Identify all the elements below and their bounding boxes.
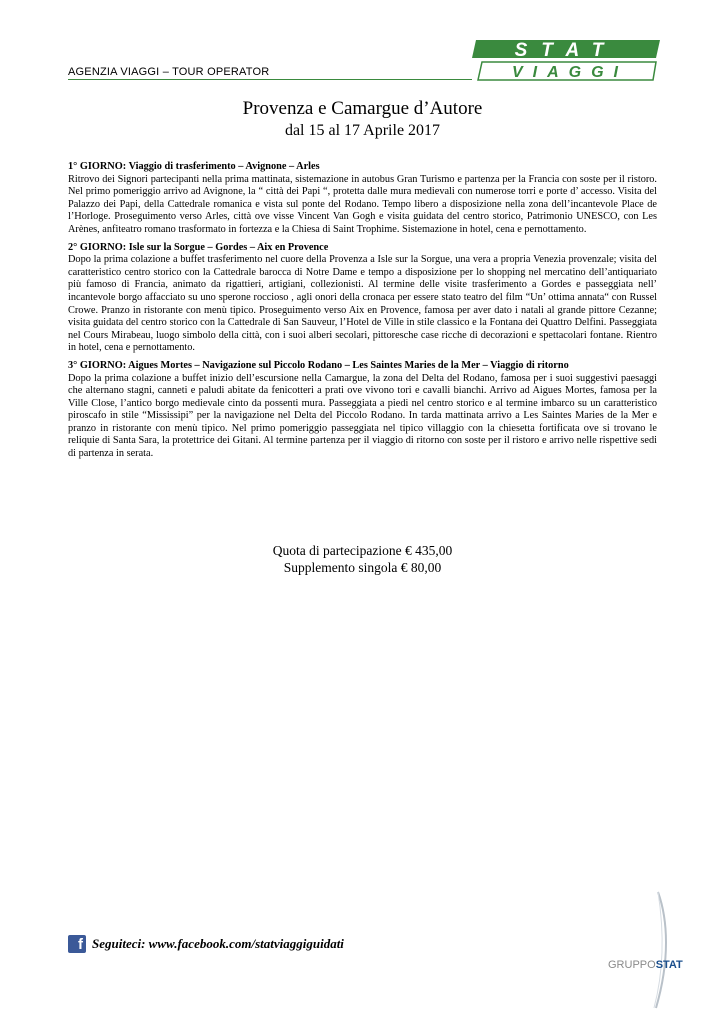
itinerary xyxy=(68,161,657,466)
day-3-title: 3° GIORNO: Aigues Mortes – Navigazione sul Piccolo Rodano – Les Saintes Maries de la Mer – Viaggio di ritorno xyxy=(68,359,569,371)
quota-price: Quota di partecipazione € 435,00 xyxy=(272,543,453,558)
header-divider xyxy=(68,79,472,80)
stat-viaggi-logo xyxy=(470,38,660,82)
gruppo-stat-logo xyxy=(608,959,683,971)
page-title: Provenza e Camargue d’Autore xyxy=(242,98,483,119)
facebook-link[interactable]: Seguiteci: www.facebook.com/statviaggiguidati xyxy=(92,936,344,951)
group-name-part2: STAT xyxy=(655,959,683,971)
day-3-text: Dopo la prima colazione a buffet inizio dell’escursione nella Camargue, la zona del Delta del Rodano, famosa per i suoi suggestivi paesaggi che alternano stagni, canneti e paludi abitate da fenicotteri a prati ove vivono tori e cavalli bianchi. Arrivo ad Aigues Mortes, famosa per la Ville Close, l’antico borgo medievale cinto da possenti mura. Passeggiata a piedi nel centro storico e al termine imbarco su un caratteristico piroscafo in stile “Mississipi” per la navigazione nel Delta del Piccolo Rodano. In tarda mattinata arrivo a Les Saintes Maries de la Mer e pranzo in ristorante con menù tipico. Nel primo pomeriggio passeggiata nel tipico villaggio con la chiesetta fortificata ove si trovano le reliquie di Santa Sara, la protettrice dei Gitani. Al termine partenza per il viaggio di ritorno con soste per il ristoro e arrivo nelle rispettive sedi di partenza in serata. xyxy=(68,372,657,460)
day-2 xyxy=(68,242,657,355)
logo-bottom-text: VIAGGI xyxy=(511,64,629,81)
day-2-title: 2° GIORNO: Isle sur la Sorgue – Gordes – Aix en Provence xyxy=(68,241,329,253)
group-name-part1: GRUPPO xyxy=(608,959,656,971)
day-1-text: Ritrovo dei Signori partecipanti nella prima mattinata, sistemazione in autobus Gran Turismo e partenza per la Francia con soste per il ristoro. Nel primo pomeriggio arrivo ad Avignone, la “ città dei Papi “, protetta dalle mura medievali con numerose torri e porte d’ accesso. Visita del Palazzo dei Papi, della Cattedrale romanica e vista sul ponte del Rodano. Tempo libero a disposizione nella zona dell’incantevole Place de l’Horloge. Proseguimento verso Arles, città ove visse Vincent Van Gogh e visita guidata del centro storico, Patrimonio UNESCO, con Les Arènes, anfiteatro romano trasformato in fortezza e la Chiesa di Saint Trophime. Sistemazione in hotel, cena e pernottamento. xyxy=(68,173,657,235)
facebook-icon: f xyxy=(68,935,86,953)
day-3 xyxy=(68,360,657,461)
day-2-text: Dopo la prima colazione a buffet trasferimento nel cuore della Provenza a Isle sur la Sorgue, una vera a propria Venezia provenzale; visita del caratteristico centro storico con la Cattedrale barocca di Notre Dame e tempo a disposizione per lo shopping nel mercatino dell’antiquariato più famoso di Francia, animato da rigattieri, artigiani, collezionisti. Al termine delle visite trasferimento a Gordes e passeggiata nell’ incantevole borgo affacciato su uno sperone roccioso , agli onori della cronaca per essere stato teatro del film “Un’ ottima annata“ con Russel Crowe. Pranzo in ristorante con menù tipico. Proseguimento verso Aix en Provence, famosa per aver dato i natali al grande pittore Cezanne; visita guidata del centro storico con la Cattedrale di San Sauveur, l’Hotel de Ville in stile classico e la Fontana dei Quattro Delfini. Passeggiata nel Cours Mirabeau, luogo simbolo della città, con i suoi alberi secolari, pittoresche case ricche di decorazioni e spettacolari fontane. Rientro in hotel, cena e pernottamento. xyxy=(68,254,657,354)
logo-top-text: STAT xyxy=(514,40,618,61)
agency-label: AGENZIA VIAGGI – TOUR OPERATOR xyxy=(68,66,270,78)
sail-icon xyxy=(640,890,680,1010)
day-1-title: 1° GIORNO: Viaggio di trasferimento – Avignone – Arles xyxy=(68,161,320,172)
single-supplement-price: Supplemento singola € 80,00 xyxy=(283,560,442,575)
page-subtitle: dal 15 al 17 Aprile 2017 xyxy=(284,122,441,139)
day-1 xyxy=(68,161,657,237)
